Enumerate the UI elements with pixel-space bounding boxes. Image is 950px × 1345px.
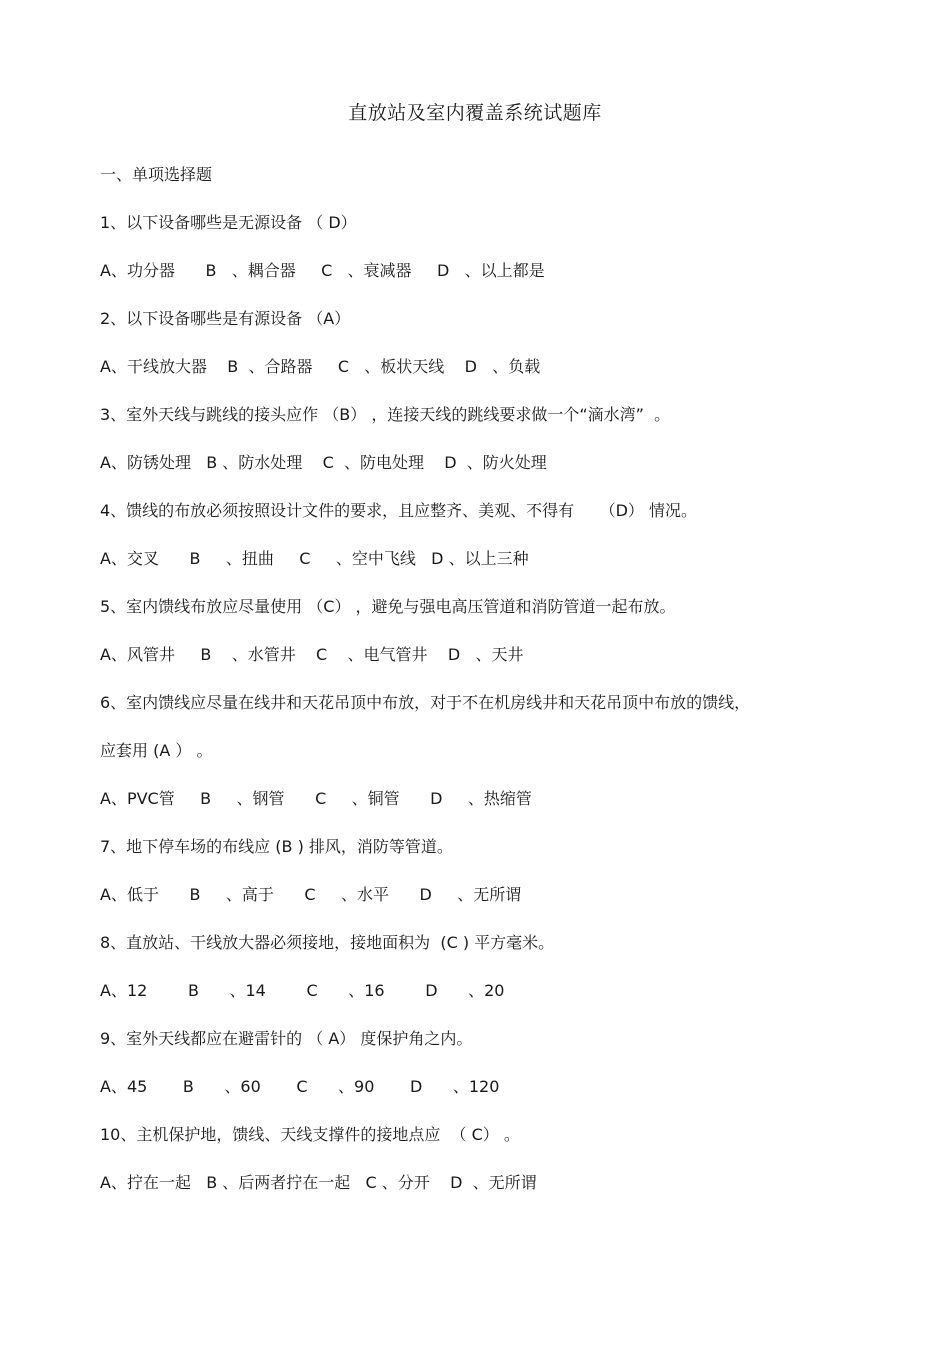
options-7: A、低于 B 、高于 C 、水平 D 、无所谓 <box>100 885 522 904</box>
options-6: A、PVC管 B 、钢管 C 、铜管 D 、热缩管 <box>100 789 532 808</box>
question-5: 5、室内馈线布放应尽量使用 （C） ，避免与强电高压管道和消防管道一起布放。 <box>100 597 676 616</box>
question-7: 7、地下停车场的布线应 (B ) 排风，消防等管道。 <box>100 837 453 856</box>
question-1: 1、以下设备哪些是无源设备 （ D） <box>100 213 357 232</box>
options-5: A、风管井 B 、水管井 C 、电气管井 D 、天井 <box>100 645 524 664</box>
question-4: 4、馈线的布放必须按照设计文件的要求，且应整齐、美观、不得有 （D） 情况。 <box>100 501 698 520</box>
question-10: 10、主机保护地，馈线、天线支撑件的接地点应 （ C） 。 <box>100 1125 520 1144</box>
question-list <box>100 162 860 1218</box>
options-9: A、45 B 、60 C 、90 D 、120 <box>100 1077 500 1096</box>
question-9: 9、室外天线都应在避雷针的 （ A） 度保护角之内。 <box>100 1029 473 1048</box>
question-3: 3、室外天线与跳线的接头应作 （B） ，连接天线的跳线要求做一个“滴水湾” 。 <box>100 405 671 424</box>
page-title: 直放站及室内覆盖系统试题库 <box>348 102 602 124</box>
options-8: A、12 B 、14 C 、16 D 、20 <box>100 981 505 1000</box>
question-8: 8、直放站、干线放大器必须接地，接地面积为 (C ) 平方毫米。 <box>100 933 555 952</box>
options-1: A、功分器 B 、耦合器 C 、衰减器 D 、以上都是 <box>100 261 545 280</box>
options-2: A、干线放大器 B 、合路器 C 、板状天线 D 、负载 <box>100 357 541 376</box>
question-6: 6、室内馈线应尽量在线井和天花吊顶中布放，对于不在机房线井和天花吊顶中布放的馈线， <box>100 693 751 712</box>
question-6-continued: 应套用 (A ） 。 <box>100 741 213 760</box>
options-3: A、防锈处理 B 、防水处理 C 、防电处理 D 、防火处理 <box>100 453 547 472</box>
question-2: 2、以下设备哪些是有源设备 （A） <box>100 309 351 328</box>
options-10: A、拧在一起 B 、后两者拧在一起 C 、分开 D 、无所谓 <box>100 1173 537 1192</box>
options-4: A、交叉 B 、扭曲 C 、空中飞线 D 、以上三种 <box>100 549 529 568</box>
section-heading: 一、单项选择题 <box>100 165 213 184</box>
